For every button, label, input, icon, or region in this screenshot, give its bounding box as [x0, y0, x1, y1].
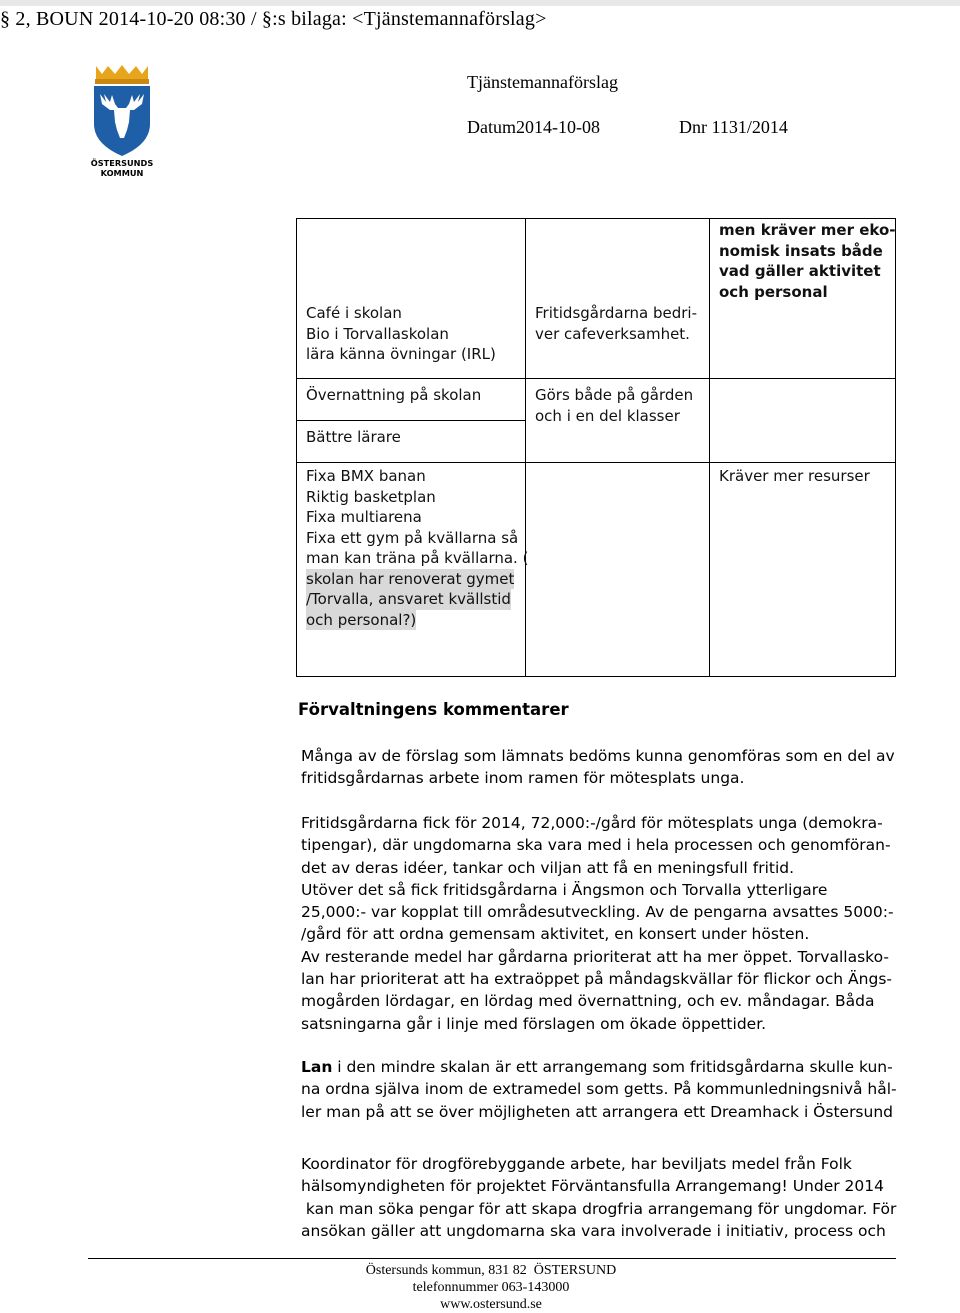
table-row	[297, 219, 896, 379]
table-cell	[710, 379, 896, 463]
cell-line: /Torvalla, ansvaret kvällstid	[306, 590, 511, 608]
document-date: Datum2014-10-08	[467, 117, 600, 137]
cell-line: Fritidsgårdarna bedri-	[535, 304, 697, 322]
section-mark-2: §	[261, 8, 273, 30]
text-line: tipengar), där ungdomarna ska vara med i hela processen och genomföran-	[301, 836, 891, 855]
table-cell	[526, 463, 710, 677]
cell-line: Fixa ett gym på kvällarna så	[306, 528, 519, 547]
text-line: det av deras idéer, tankar och viljan att få en meningsfull fritid.	[301, 858, 795, 877]
cell-line: och personal?)	[306, 610, 417, 629]
cell-line: och personal	[719, 282, 828, 301]
cell-line: vad gäller aktivitet	[719, 262, 881, 280]
text-line: ansökan gäller att ungdomarna ska vara involverade i initiativ, process och	[301, 1221, 886, 1240]
text-line: /gård för att ordna gemensam aktivitet, en konsert under hösten.	[301, 925, 810, 944]
table-cell	[526, 219, 710, 379]
cell-line: skolan har renoverat gymet	[306, 569, 515, 588]
cell-line: lära känna övningar (IRL)	[306, 345, 496, 363]
text-line: fritidsgårdarnas arbete inom ramen för mötesplats unga.	[301, 769, 745, 788]
cell-line: Övernattning på skolan	[306, 386, 482, 404]
table-cell	[297, 379, 526, 421]
table-cell	[710, 463, 896, 677]
cell-line: Kräver mer resurser	[719, 467, 870, 485]
svg-text:KOMMUN: KOMMUN	[100, 168, 144, 178]
text-fragment: i den mindre skalan är ett arrangemang som fritidsgårdarna skulle kun-	[332, 1058, 893, 1076]
footer-phone: telefonnummer 063-143000	[412, 1280, 570, 1295]
text-line: lan har prioriterat att ha extraöppet på måndagskvällar för flickor och Ängs-	[301, 970, 892, 989]
cell-line: Fixa multiarena	[306, 508, 422, 526]
crown-icon	[95, 65, 149, 84]
text-line: kan man söka pengar för att skapa drogfria arrangemang för ungdomar. För	[301, 1199, 897, 1218]
text-line: Av resterande medel har gårdarna prioriterat att ha mer öppet. Torvallasko-	[301, 947, 889, 966]
cell-line: ver cafeverksamhet.	[535, 324, 690, 343]
cell-line: Riktig basketplan	[306, 487, 436, 506]
table-cell	[297, 463, 529, 677]
cell-line: nomisk insats både	[719, 241, 883, 260]
page-footer	[0, 1262, 960, 1313]
attachment-label: :s bilaga: <Tjänstemannaförslag>	[272, 8, 547, 30]
document-type: Tjänstemannaförslag	[467, 72, 618, 92]
table-cell	[526, 379, 710, 463]
text-line: satsningarna går i linje med förslagen om ökade öppettider.	[301, 1014, 767, 1033]
cell-line: Fixa BMX banan	[306, 467, 426, 485]
text-line: hälsomyndigheten för projektet Förväntansfulla Arrangemang! Under 2014	[301, 1177, 884, 1196]
document-dnr: Dnr 1131/2014	[679, 117, 788, 137]
footer-website: www.ostersund.se	[440, 1297, 542, 1312]
bold-term: Lan	[301, 1058, 333, 1076]
section-mark: §	[0, 8, 11, 30]
svg-text:ÖSTERSUNDS: ÖSTERSUNDS	[90, 158, 154, 168]
table-cell	[710, 219, 896, 379]
comment-paragraph-3	[301, 1056, 901, 1123]
text-line: Koordinator för drogförebyggande arbete, har beviljats medel från Folk	[301, 1155, 852, 1173]
section-heading: Förvaltningens kommentarer	[298, 700, 569, 719]
table-cell	[297, 219, 526, 379]
text-line: 25,000:- var kopplat till områdesutveckling. Av de pengarna avsattes 5000:-	[301, 903, 894, 922]
footer-address: Östersunds kommun, 831 82 ÖSTERSUND	[365, 1263, 617, 1278]
meeting-reference: 2, BOUN 2014-10-20 08:30 /	[10, 8, 262, 30]
text-line: Fritidsgårdarna fick för 2014, 72,000:-/gård för mötesplats unga (demokra-	[301, 814, 883, 832]
proposals-table	[296, 218, 896, 677]
comment-paragraph-4	[301, 1153, 901, 1242]
cell-line: Café i skolan	[306, 304, 402, 322]
cell-line: Görs både på gården	[535, 386, 694, 404]
comment-paragraph-1	[301, 745, 901, 790]
agenda-reference-header	[0, 6, 960, 32]
table-cell	[297, 421, 526, 463]
cell-line: och i en del klasser	[535, 406, 680, 425]
text-line: mogården lördagar, en lördag med övernattning, och ev. måndagar. Båda	[301, 992, 875, 1011]
cell-line: man kan träna på kvällarna. (	[306, 549, 529, 567]
cell-line: men kräver mer eko-	[719, 221, 896, 239]
footer-divider	[88, 1258, 896, 1259]
text-line: na ordna själva inom de extramedel som getts. På kommunledningsnivå hål-	[301, 1080, 897, 1099]
ostersund-kommun-logo	[90, 64, 154, 180]
cell-line: Bättre lärare	[306, 428, 401, 446]
table-row	[297, 463, 896, 677]
table-row	[297, 379, 896, 421]
text-line: Utöver det så fick fritidsgårdarna i Ängsmon och Torvalla ytterligare	[301, 880, 828, 899]
text-line: Många av de förslag som lämnats bedöms kunna genomföras som en del av	[301, 747, 895, 765]
text-line: ler man på att se över möjligheten att arrangera ett Dreamhack i Östersund	[301, 1102, 893, 1121]
cell-line: Bio i Torvallaskolan	[306, 324, 449, 343]
comment-paragraph-2	[301, 812, 901, 1035]
text-line	[301, 1056, 901, 1078]
